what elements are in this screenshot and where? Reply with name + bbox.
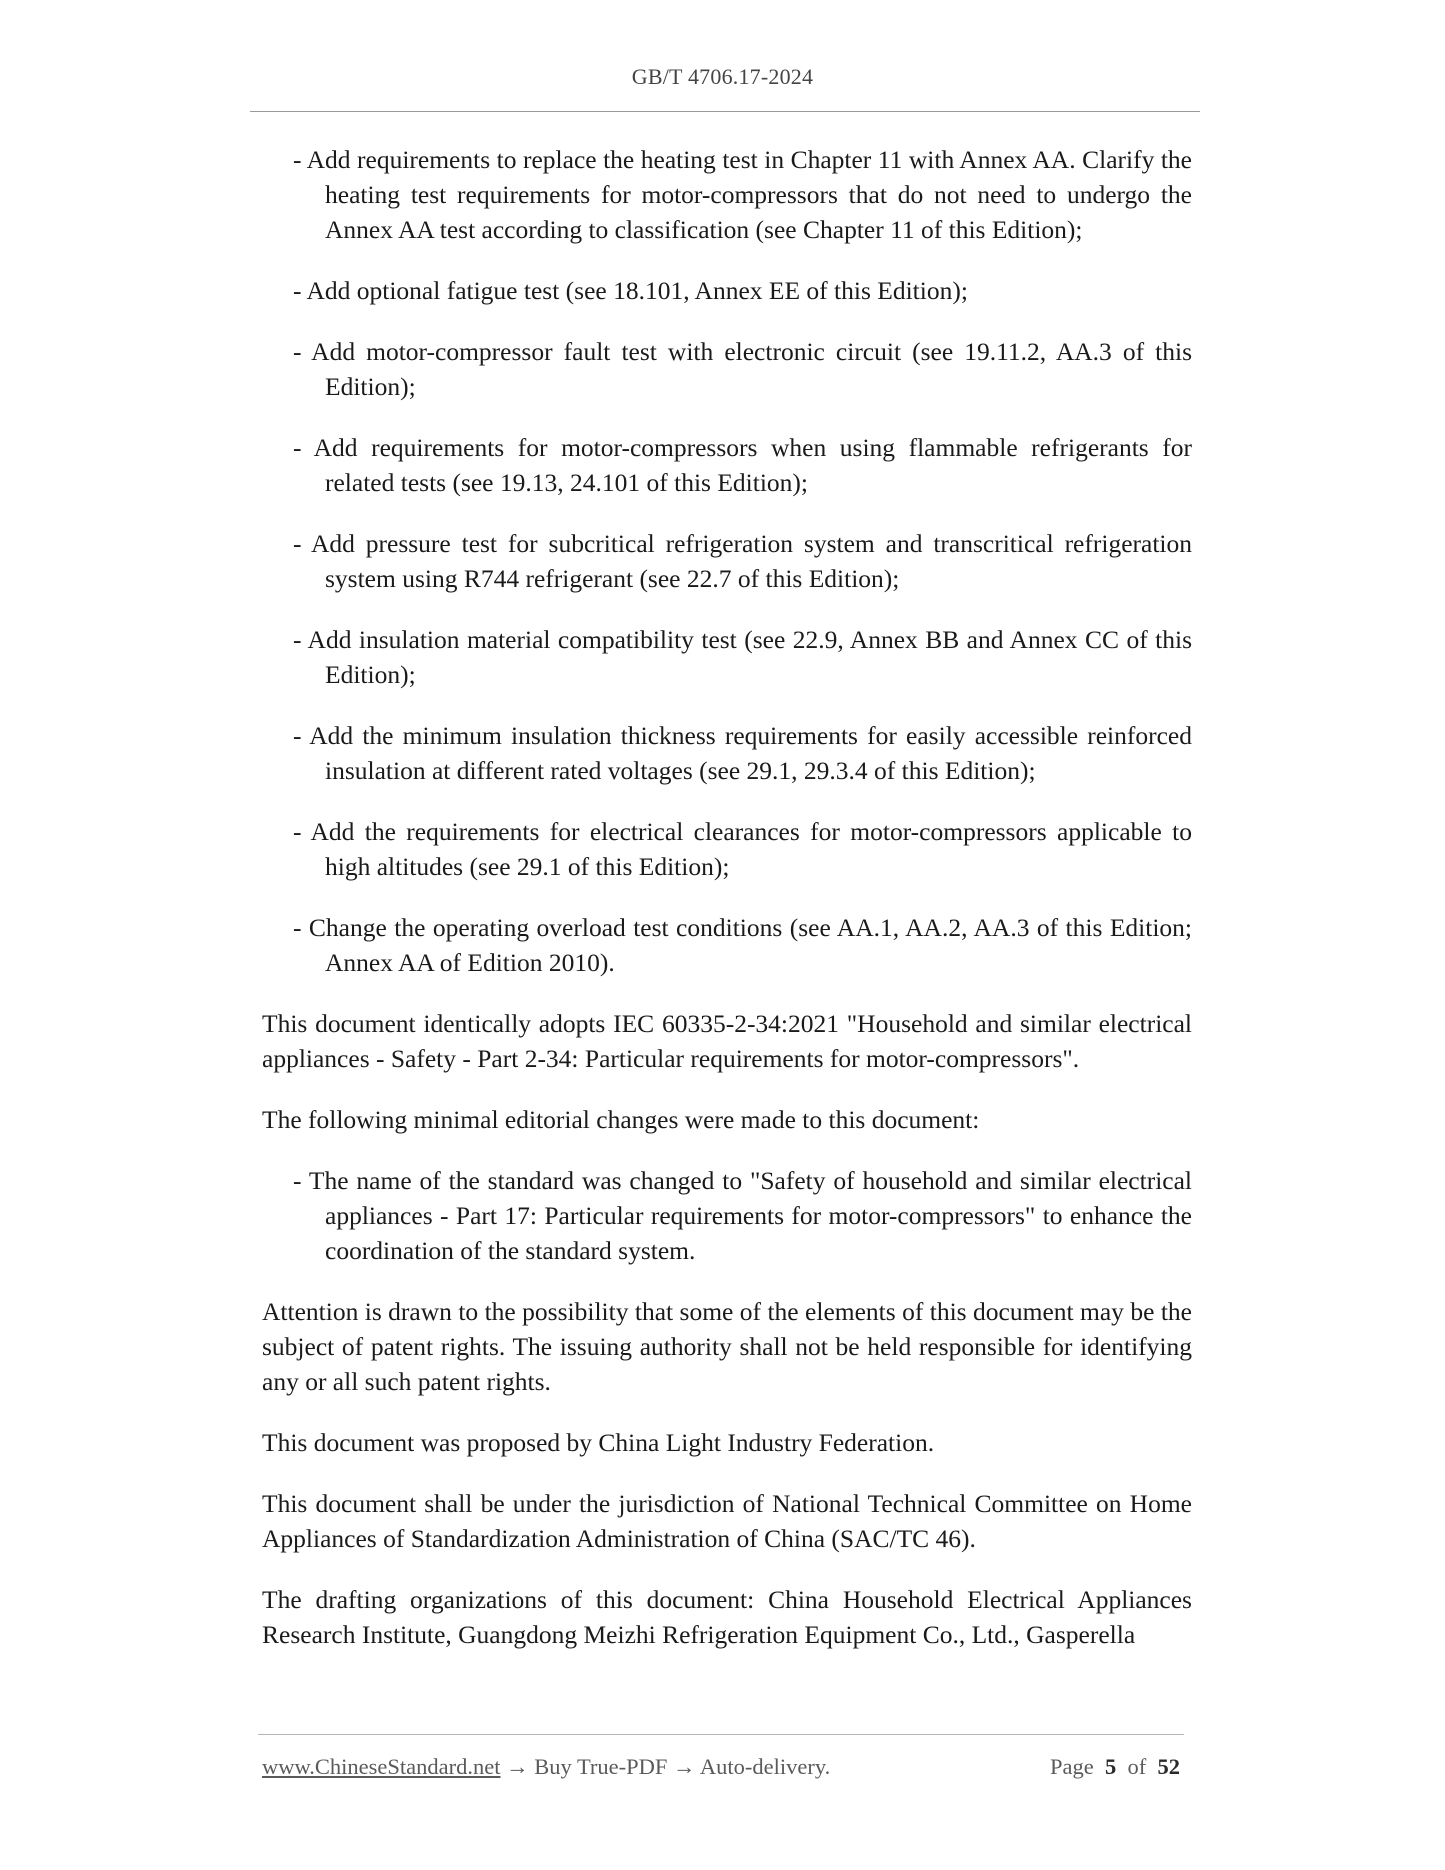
patent-paragraph: Attention is drawn to the possibility that some of the elements of this document may be the subject of patent rights. The issuing authority shall not be held responsible for identifying any or all such patent rights. — [262, 1297, 1192, 1396]
adoption-paragraph: This document identically adopts IEC 60335-2-34:2021 "Household and similar electrical appliances - Safety - Part 2-34: Particular requirements for motor-compressors". — [262, 1009, 1192, 1073]
page-label: Page — [1050, 1754, 1094, 1779]
page-header-title: GB/T 4706.17-2024 — [631, 64, 814, 89]
editorial-item: - The name of the standard was changed to "Safety of household and similar electrical appliances - Part 17: Particular requirements for motor-compressors" to enhance the coordination of the standard system. — [293, 1166, 1192, 1265]
total-pages: 52 — [1157, 1754, 1180, 1779]
change-item: - Add requirements to replace the heating test in Chapter 11 with Annex AA. Clarify the heating test requirements for motor-compressors that do not need to undergo the Annex AA test according to classification (see Chapter 11 of this Edition); — [293, 145, 1192, 244]
page-number: 5 — [1105, 1754, 1117, 1779]
document-body — [262, 142, 1192, 1678]
change-item: - Add the minimum insulation thickness requirements for easily accessible reinforced insulation at different rated voltages (see 29.1, 29.3.4 of this Edition); — [293, 721, 1192, 785]
page-footer — [262, 1754, 1180, 1780]
change-item: - Add motor-compressor fault test with electronic circuit (see 19.11.2, AA.3 of this Edition); — [293, 337, 1192, 401]
page-counter — [1050, 1754, 1180, 1780]
drafting-paragraph: The drafting organizations of this document: China Household Electrical Appliances Research Institute, Guangdong Meizhi Refrigeration Equipment Co., Ltd., Gasperella — [262, 1585, 1192, 1649]
footer-divider — [258, 1734, 1184, 1735]
header-divider — [250, 111, 1200, 112]
jurisdiction-paragraph: This document shall be under the jurisdiction of National Technical Committee on Home Appliances of Standardization Administration of China (SAC/TC 46). — [262, 1489, 1192, 1553]
change-item: - Add insulation material compatibility test (see 22.9, Annex BB and Annex CC of this Edition); — [293, 625, 1192, 689]
editorial-intro: The following minimal editorial changes were made to this document: — [262, 1105, 980, 1134]
change-item: - Add requirements for motor-compressors when using flammable refrigerants for related tests (see 19.13, 24.101 of this Edition); — [293, 433, 1192, 497]
footer-left — [262, 1754, 830, 1780]
footer-tagline: → Buy True-PDF → Auto-delivery. — [506, 1754, 831, 1779]
proposed-paragraph: This document was proposed by China Light Industry Federation. — [262, 1428, 935, 1457]
of-label: of — [1127, 1754, 1147, 1779]
website-link[interactable]: www.ChineseStandard.net — [262, 1754, 501, 1779]
change-item: - Change the operating overload test conditions (see AA.1, AA.2, AA.3 of this Edition; Annex AA of Edition 2010). — [293, 913, 1192, 977]
change-item: - Add the requirements for electrical clearances for motor-compressors applicable to high altitudes (see 29.1 of this Edition); — [293, 817, 1192, 881]
change-item: - Add optional fatigue test (see 18.101, Annex EE of this Edition); — [293, 276, 968, 305]
change-item: - Add pressure test for subcritical refrigeration system and transcritical refrigeration system using R744 refrigerant (see 22.7 of this Edition); — [293, 529, 1192, 593]
